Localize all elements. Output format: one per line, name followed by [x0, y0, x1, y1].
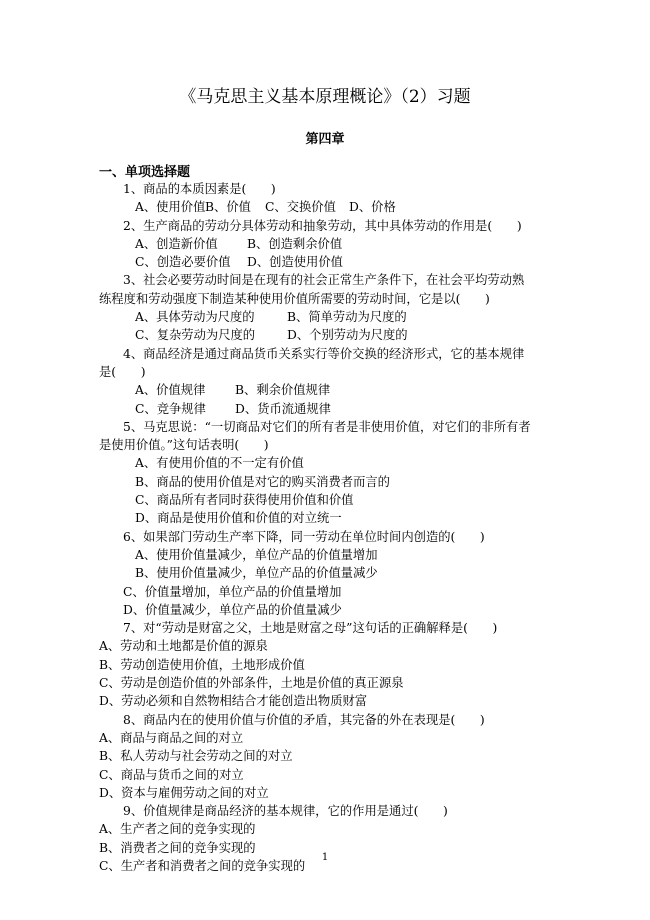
- question-9-option-c: C、生产者和消费者之间的竞争实现的: [99, 858, 306, 873]
- question-5-option-b: B、商品的使用价值是对它的购买消费者而言的: [135, 474, 390, 489]
- option-a: A、创造新价值: [135, 236, 218, 251]
- question-1-options: [99, 198, 551, 216]
- option-d: D、货币流通规律: [235, 401, 331, 416]
- question-1-stem: 1、商品的本质因素是( ): [123, 182, 276, 196]
- question-5-option-d: D、商品是使用价值和价值的对立统一: [135, 511, 342, 526]
- option-b: B、创造剩余价值: [247, 236, 343, 251]
- question-3-stem: 3、社会必要劳动时间是在现有的社会正常生产条件下，在社会平均劳动熟: [123, 273, 525, 288]
- question-9-stem: 9、价值规律是商品经济的基本规律，它的作用是通过( ): [123, 804, 448, 819]
- question-7-stem: 7、对“劳动是财富之父，土地是财富之母”这句话的正确解释是( ): [123, 621, 498, 636]
- option-b: B、简单劳动为尺度的: [287, 310, 407, 325]
- question-8-option-c: C、商品与货币之间的对立: [99, 767, 244, 782]
- question-2-options-row-2: [99, 253, 551, 271]
- chapter-heading: 第四章: [305, 132, 345, 147]
- question-4-stem-continued: 是( ): [99, 364, 146, 379]
- option-c: C、竞争规律: [135, 401, 206, 416]
- question-7-option-a: A、劳动和土地都是价值的源泉: [99, 639, 268, 654]
- question-8-option-a: A、商品与商品之间的对立: [99, 730, 244, 745]
- option-d: D、个别劳动为尺度的: [287, 328, 408, 343]
- question-3-stem-continued: 练程度和劳动强度下制造某种使用价值所需要的劳动时间，它是以( ): [99, 291, 490, 306]
- question-6-option-d: D、价值量减少，单位产品的价值量减少: [123, 602, 342, 617]
- question-8-option-b: B、私人劳动与社会劳动之间的对立: [99, 749, 293, 764]
- page-number: 1: [321, 852, 329, 863]
- question-7-option-d: D、劳动必须和自然物相结合才能创造出物质财富: [99, 694, 368, 709]
- question-4-stem: 4、商品经济是通过商品货币关系实行等价交换的经济形式，它的基本规律: [123, 346, 525, 361]
- question-9-option-b: B、消费者之间的竞争实现的: [99, 840, 256, 855]
- option-c: C、交换价值: [265, 200, 336, 215]
- question-2-options-row-1: [99, 235, 551, 253]
- option-c: C、复杂劳动为尺度的: [135, 328, 256, 343]
- question-list: [99, 180, 551, 875]
- option-b: B、价值: [205, 200, 251, 215]
- question-6-option-a: A、使用价值量减少，单位产品的价值量增加: [135, 547, 378, 562]
- question-6-option-c: C、价值量增加，单位产品的价值量增加: [123, 584, 342, 599]
- option-c: C、创造必要价值: [135, 255, 231, 270]
- option-a: A、价值规律: [135, 383, 206, 398]
- question-6-option-b: B、使用价值量减少，单位产品的价值量减少: [135, 566, 378, 581]
- question-5-stem-continued: 是使用价值。”这句话表明( ): [99, 438, 269, 453]
- question-5-stem: 5、马克思说：“一切商品对它们的所有者是非使用价值，对它们的非所有者: [123, 419, 531, 434]
- option-a: A、具体劳动为尺度的: [135, 310, 255, 325]
- question-5-option-a: A、有使用价值的不一定有价值: [135, 456, 304, 471]
- document-title: 《马克思主义基本原理概论》（2）习题: [179, 87, 471, 107]
- question-7-option-b: B、劳动创造使用价值，土地形成价值: [99, 657, 305, 672]
- question-3-options-row-2: [99, 326, 551, 344]
- question-5-option-c: C、商品所有者同时获得使用价值和价值: [135, 493, 354, 508]
- section-heading: 一、单项选择题: [99, 165, 191, 180]
- option-d: D、价格: [349, 200, 396, 215]
- question-8-option-d: D、资本与雇佣劳动之间的对立: [99, 785, 269, 800]
- option-b: B、剩余价值规律: [235, 383, 331, 398]
- question-4-options-row-1: [99, 381, 551, 399]
- question-2-stem: 2、生产商品的劳动分具体劳动和抽象劳动，其中具体劳动的作用是( ): [123, 218, 522, 233]
- question-3-options-row-1: [99, 308, 551, 326]
- option-a: A、使用价值: [135, 200, 206, 215]
- question-4-options-row-2: [99, 400, 551, 418]
- question-7-option-c: C、劳动是创造价值的外部条件，土地是价值的真正源泉: [99, 676, 404, 691]
- option-d: D、创造使用价值: [247, 255, 343, 270]
- question-8-stem: 8、商品内在的使用价值与价值的矛盾，其完备的外在表现是( ): [123, 712, 485, 727]
- question-6-stem: 6、如果部门劳动生产率下降，同一劳动在单位时间内创造的( ): [123, 529, 485, 544]
- question-9-option-a: A、生产者之间的竞争实现的: [99, 822, 256, 837]
